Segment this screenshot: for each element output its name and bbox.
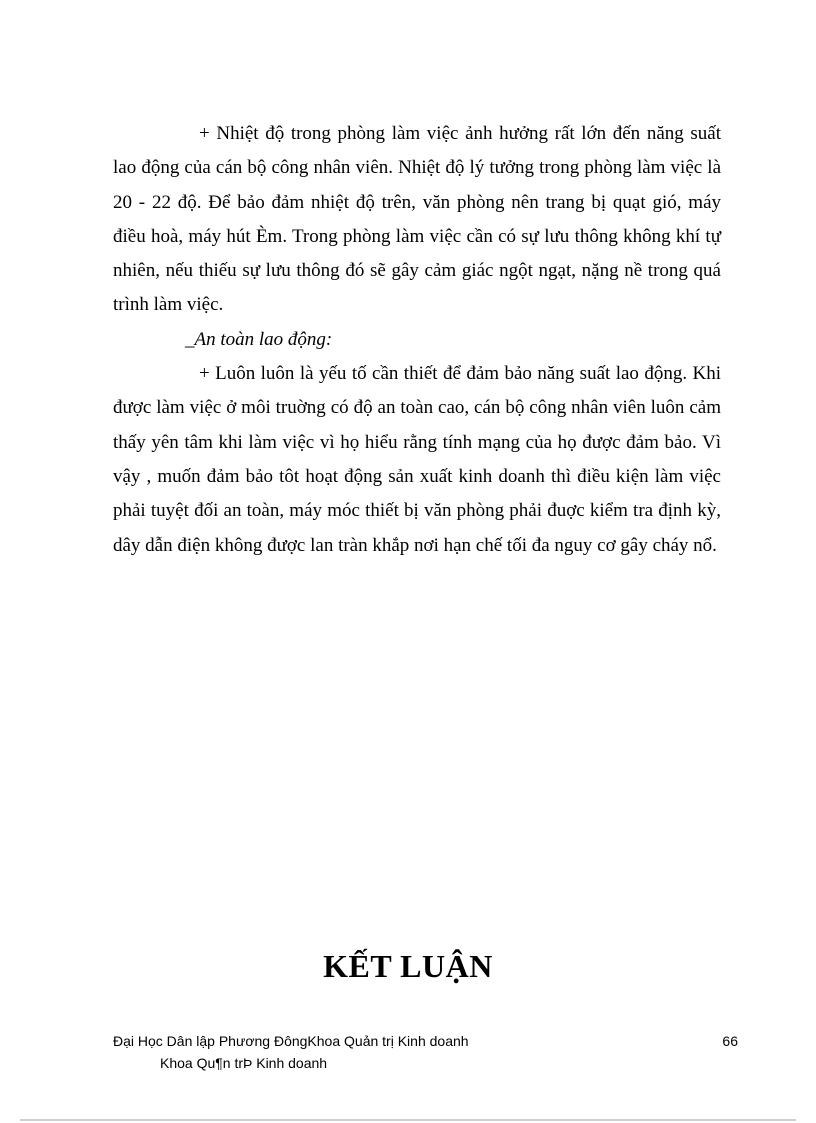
footer-text xyxy=(113,1030,469,1074)
footer-line-2: Khoa Qu¶n trÞ Kinh doanh xyxy=(160,1055,328,1071)
footer-line-1: Đại Học Dân lập Phương ĐôngKhoa Quản trị Kinh doanh xyxy=(113,1033,469,1049)
body-text xyxy=(113,117,721,563)
conclusion-heading: KẾT LUẬN xyxy=(323,948,493,984)
paragraph-temperature: + Nhiệt độ trong phòng làm việc ảnh hưởng rất lớn đến năng suất lao động của cán bộ công nhân viên. Nhiệt độ lý tưởng trong phòng làm việc là 20 - 22 độ. Để bảo đảm nhiệt độ trên, văn phòng nên trang bị quạt gió, máy điều hoà, máy hút Èm. Trong phòng làm việc cần có sự lưu thông không khí tự nhiên, nếu thiếu sự lưu thông đó sẽ gây cảm giác ngột ngạt, nặng nề trong quá trình làm việc. xyxy=(113,123,721,316)
section-dash: _ xyxy=(185,328,195,350)
section-heading-safety xyxy=(113,323,721,357)
paragraph-safety: + Luôn luôn là yếu tố cần thiết để đảm bảo năng suất lao động. Khi được làm việc ở môi truờng có độ an toàn cao, cán bộ công nhân viên luôn cảm thấy yên tâm khi làm việc vì họ hiểu rằng tính mạng của họ được đảm bảo. Vì vậy , muốn đảm bảo tôt hoạt động sản xuất kinh doanh thì điều kiện làm việc phải tuyệt đối an toàn, máy móc thiết bị văn phòng phải đuợc kiểm tra định kỳ, dây dẫn điện không được lan tràn khắp nơi hạn chế tối đa nguy cơ gây cháy nổ. xyxy=(113,363,721,556)
page-number: 66 xyxy=(722,1033,738,1049)
section-title: An toàn lao động: xyxy=(194,328,333,350)
page-edge xyxy=(20,1119,796,1121)
